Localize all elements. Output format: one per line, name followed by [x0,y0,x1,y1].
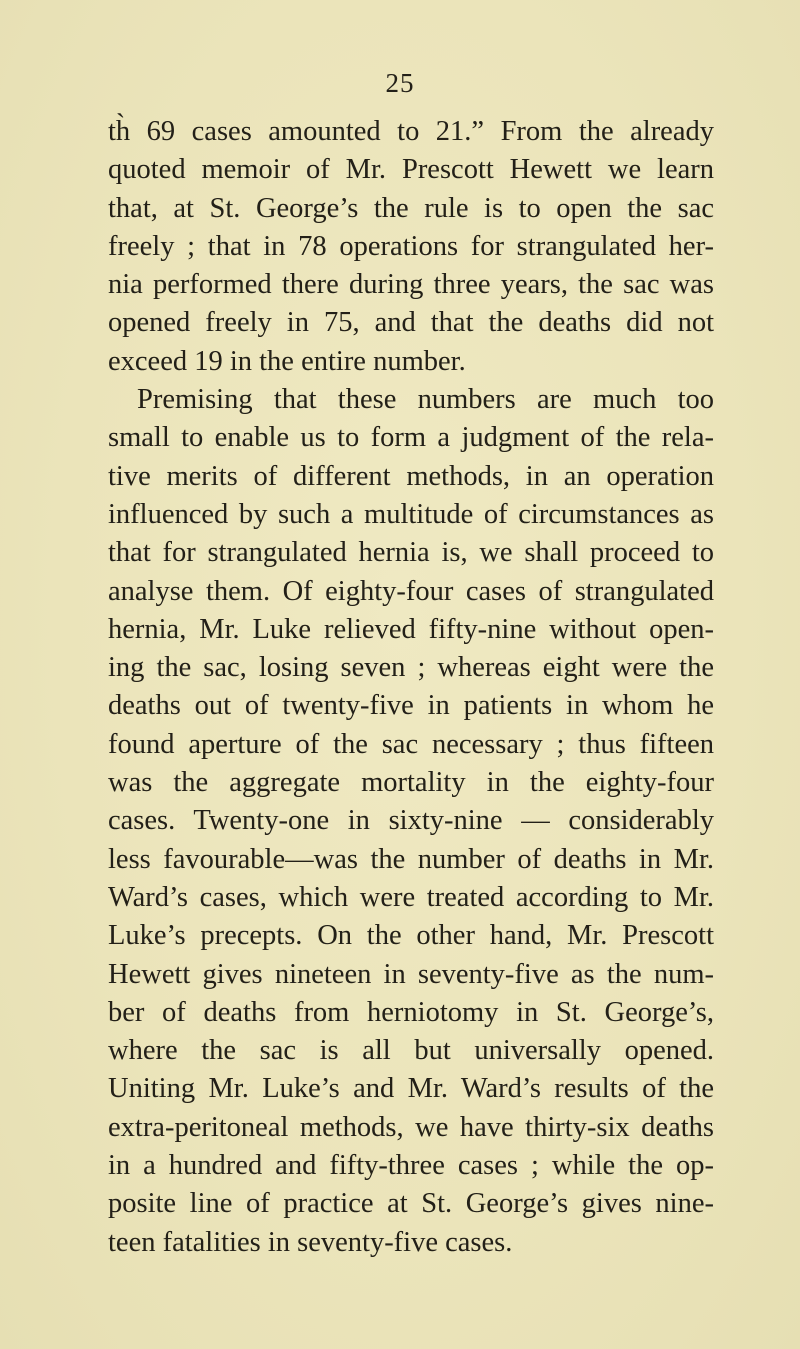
text-line-24: ber of deaths from herniotomy in St. George’s, [108,996,714,1028]
text-line-15: ing the sac, losing seven ; whereas eight were the [108,652,714,684]
text-line-10: tive merits of different methods, in an operation [108,460,714,492]
text-line-19: cases. Twenty-one in sixty-nine — considerably [108,805,714,837]
text-line-27: extra-peritoneal methods, we have thirty-six deaths [108,1111,714,1143]
text-line-16: deaths out of twenty-five in patients in whom he [108,690,714,722]
text-line-28: in a hundred and fifty-three cases ; while the op- [108,1150,714,1182]
text-line-11: influenced by such a multitude of circumstances as [108,498,714,530]
text-line-14: hernia, Mr. Luke relieved fifty-nine without open- [108,613,714,645]
text-line-12: that for strangulated hernia is, we shall proceed to [108,537,714,569]
text-line-5: nia performed there during three years, the sac was [108,269,714,301]
text-line-8: Premising that these numbers are much too [137,384,714,416]
text-line-30: teen fatalities in seventy-five cases. [108,1226,513,1258]
text-line-2: quoted memoir of Mr. Prescott Hewett we learn [108,154,714,186]
text-line-6: opened freely in 75, and that the deaths did not [108,307,714,339]
text-line-13: analyse them. Of eighty-four cases of strangulated [108,575,714,607]
text-line-25: where the sac is all but universally opened. [108,1035,714,1067]
text-line-4: freely ; that in 78 operations for strangulated her- [108,230,714,262]
text-line-22: Luke’s precepts. On the other hand, Mr. Prescott [108,920,714,952]
text-line-29: posite line of practice at St. George’s gives nine- [108,1188,714,1220]
body-text [108,113,714,1262]
page-number: 25 [385,68,415,98]
text-line-21: Ward’s cases, which were treated according to Mr. [108,881,714,913]
text-line-18: was the aggregate mortality in the eighty-four [108,767,714,799]
text-line-20: less favourable—was the number of deaths in Mr. [108,843,714,875]
text-line-23: Hewett gives nineteen in seventy-five as the num- [108,958,714,990]
text-line-9: small to enable us to form a judgment of the rela- [108,422,714,454]
text-line-1: th̀ 69 cases amounted to 21.” From the already [108,116,714,147]
text-line-3: that, at St. George’s the rule is to open the sac [108,192,714,224]
text-line-26: Uniting Mr. Luke’s and Mr. Ward’s results of the [108,1073,714,1105]
text-line-7: exceed 19 in the entire number. [108,345,466,377]
text-line-17: found aperture of the sac necessary ; thus fifteen [108,728,714,760]
